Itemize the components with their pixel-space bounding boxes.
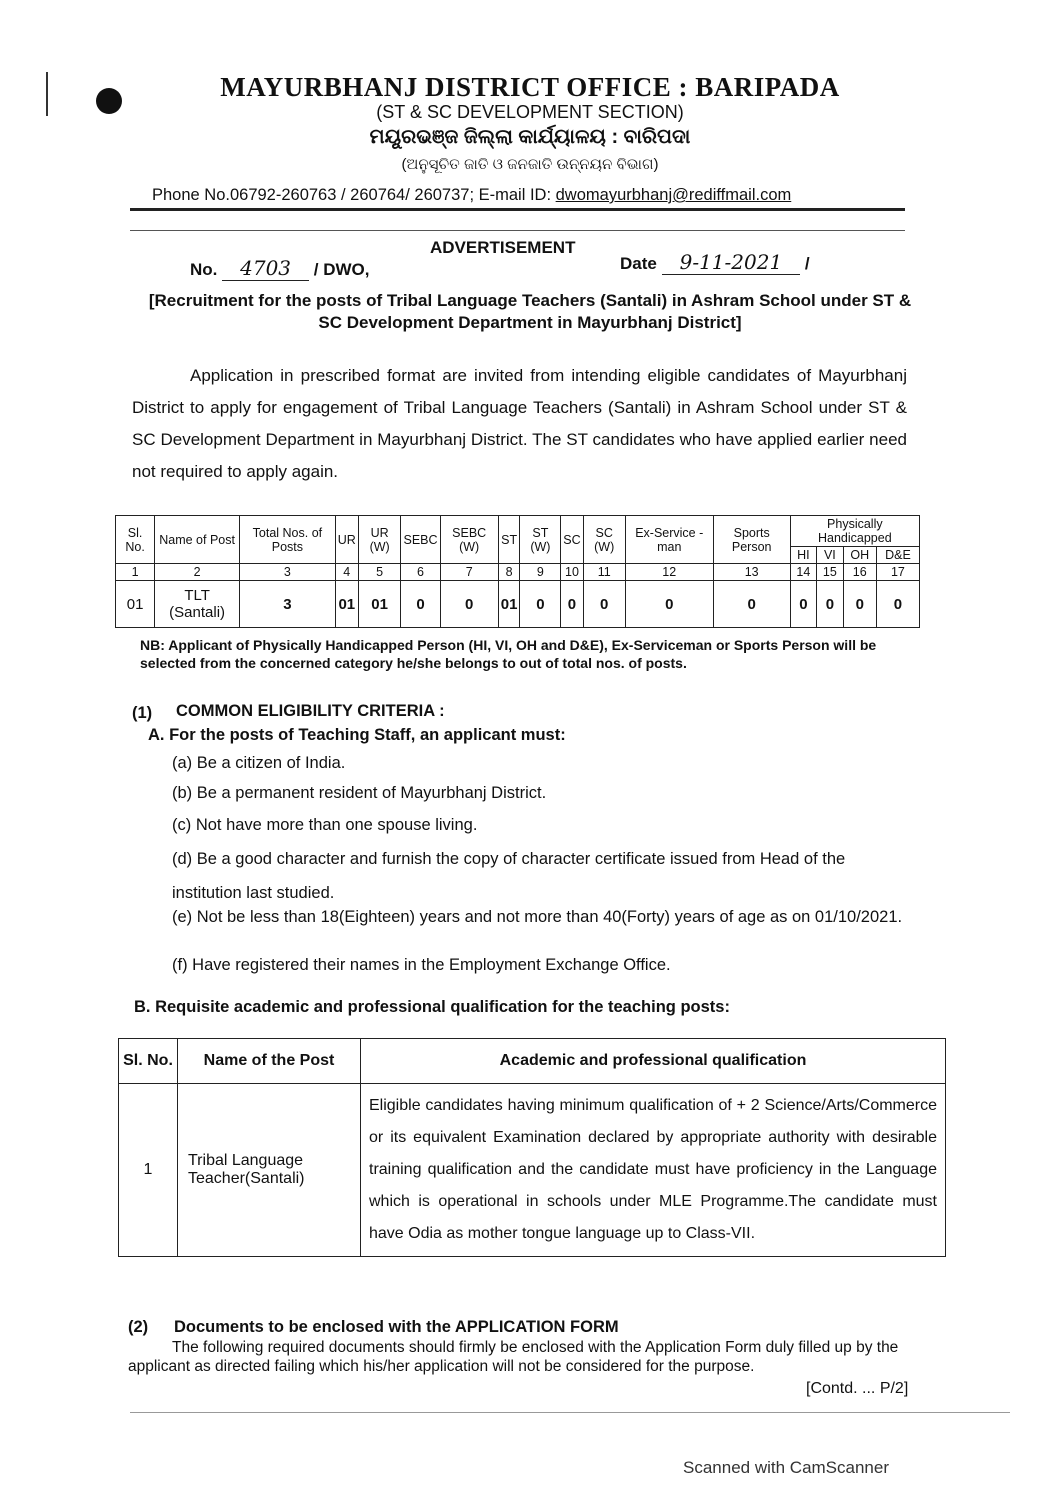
table-header: SC (W) [583, 516, 625, 564]
subject-line: [Recruitment for the posts of Tribal Language Teachers (Santali) in Ashram School under ST & SC Development Department in Mayurbhanj District] [148, 291, 912, 332]
column-number: 13 [713, 564, 790, 581]
phone-text: Phone No.06792-260763 / 260764/ 260737; E-mail ID: [152, 186, 556, 204]
criteria-item-c: (c) Not have more than one spouse living. [172, 816, 478, 834]
table-cell: 01 [498, 581, 520, 628]
footer-rule [130, 1412, 1010, 1413]
table-cell: 0 [817, 581, 843, 628]
column-number: 16 [843, 564, 876, 581]
section1-sub-b: B. Requisite academic and professional qualification for the teaching posts: [134, 998, 730, 1016]
section2-title: Documents to be enclosed with the APPLICATION FORM [174, 1318, 619, 1336]
section2-number: (2) [128, 1318, 149, 1336]
criteria-item-f: (f) Have registered their names in the Employment Exchange Office. [172, 956, 671, 974]
column-number: 11 [583, 564, 625, 581]
table-header: ST (W) [520, 516, 561, 564]
column-number: 2 [155, 564, 240, 581]
table-cell: Tribal Language Teacher(Santali) [178, 1084, 361, 1257]
table-cell: 0 [876, 581, 919, 628]
criteria-item-d: (d) Be a good character and furnish the copy of character certificate issued from Head of the institution last studied. [172, 850, 846, 902]
column-number: 10 [561, 564, 583, 581]
table-header: UR (W) [358, 516, 401, 564]
column-number: 7 [440, 564, 498, 581]
table-cell: 01 [358, 581, 401, 628]
email-link[interactable]: dwomayurbhanj@rediffmail.com [555, 186, 792, 204]
office-subtitle: (ST & SC DEVELOPMENT SECTION) [376, 102, 684, 122]
qualification-table [118, 1038, 946, 1257]
odia-title: ମୟୂରଭଞ୍ଜ ଜିଲ୍ଲା କାର୍ଯ୍ୟାଳୟ : ବାରିପଦା [369, 126, 691, 148]
office-title: MAYURBHANJ DISTRICT OFFICE : BARIPADA [220, 72, 840, 102]
criteria-item-a: (a) Be a citizen of India. [172, 754, 346, 772]
section1-number: (1) [132, 704, 153, 722]
column-number: 17 [876, 564, 919, 581]
column-number: 9 [520, 564, 561, 581]
column-number: 15 [817, 564, 843, 581]
nb-note: NB: Applicant of Physically Handicapped Person (HI, VI, OH and D&E), Ex-Serviceman or Sports Person will be selected from the concerned category he/she belongs to out of total nos. of posts. [140, 637, 877, 671]
table-header-row [119, 1039, 946, 1084]
table-header: Ex-Service -man [625, 516, 713, 564]
section2-body: The following required documents should firmly be enclosed with the Application Form duly filled up by the applicant as directed failing which his/her application will not be considered for the purpose. [128, 1339, 899, 1375]
date-label: Date [620, 254, 657, 273]
column-number: 5 [358, 564, 401, 581]
table-cell: Eligible candidates having minimum qualification of + 2 Science/Arts/Commerce or its equivalent Examination declared by appropriate authority with desirable training qualification and the candidate must have proficiency in the Language which is operational in schools under MLE Programme.The candidate must have Odia as mother tongue language up to Class-VII. [361, 1084, 946, 1257]
table-cell: 01 [116, 581, 155, 628]
table-cell: 0 [583, 581, 625, 628]
table-header: Name of Post [155, 516, 240, 564]
header-rule [130, 208, 905, 211]
advertisement-heading: ADVERTISEMENT [430, 238, 576, 257]
table-header: Total Nos. of Posts [240, 516, 336, 564]
table-cell: 0 [561, 581, 583, 628]
letter-number [190, 256, 369, 281]
column-number: 12 [625, 564, 713, 581]
table-subheader: VI [817, 547, 843, 564]
table-subheader: HI [790, 547, 816, 564]
column-number: 3 [240, 564, 336, 581]
section1-sub-a: A. For the posts of Teaching Staff, an applicant must: [148, 726, 566, 744]
table-cell: 1 [119, 1084, 178, 1257]
table-cell: 3 [240, 581, 336, 628]
date-value: 9-11-2021 [662, 250, 801, 275]
table-cell: TLT (Santali) [155, 581, 240, 628]
table-header: Sports Person [713, 516, 790, 564]
column-number: 14 [790, 564, 816, 581]
punch-hole-dot [96, 88, 122, 114]
section1-title: COMMON ELIGIBILITY CRITERIA : [176, 702, 445, 720]
table-row [119, 1084, 946, 1257]
table-subheader: OH [843, 547, 876, 564]
criteria-item-b: (b) Be a permanent resident of Mayurbhanj District. [172, 784, 547, 802]
table-header: Name of the Post [178, 1039, 361, 1084]
number-label: No. [190, 260, 218, 279]
table-header: Academic and professional qualification [361, 1039, 946, 1084]
number-suffix: / DWO, [313, 260, 370, 279]
criteria-item-e: (e) Not be less than 18(Eighteen) years and not more than 40(Forty) years of age as on 01/10/2021. [172, 908, 903, 926]
table-header: Sl. No. [116, 516, 155, 564]
table-header: UR [335, 516, 358, 564]
table-header: Sl. No. [119, 1039, 178, 1084]
posts-table [115, 515, 920, 628]
table-cell: 0 [440, 581, 498, 628]
column-number-row [116, 564, 920, 581]
column-number: 8 [498, 564, 520, 581]
table-cell: 0 [713, 581, 790, 628]
table-header: SEBC [401, 516, 440, 564]
table-cell: 0 [520, 581, 561, 628]
intro-paragraph: Application in prescribed format are invited from intending eligible candidates of Mayurbhanj District to apply for engagement of Tribal Language Teachers (Santali) in Ashram School under ST & SC Development Department in Mayurbhanj District. The ST candidates who have applied earlier need not required to apply again. [132, 366, 907, 481]
scan-mark [46, 72, 48, 116]
table-header: Physically Handicapped [790, 516, 919, 547]
table-cell: 0 [401, 581, 440, 628]
table-header: ST [498, 516, 520, 564]
table-header: SEBC (W) [440, 516, 498, 564]
table-cell: 0 [790, 581, 816, 628]
column-number: 1 [116, 564, 155, 581]
date-suffix: / [804, 254, 810, 273]
column-number: 4 [335, 564, 358, 581]
table-row [116, 581, 920, 628]
table-header-row [116, 516, 920, 547]
table-cell: 0 [625, 581, 713, 628]
contact-line [152, 186, 791, 205]
scanner-watermark: Scanned with CamScanner [683, 1458, 890, 1477]
table-header: SC [561, 516, 583, 564]
table-subheader: D&E [876, 547, 919, 564]
header-rule-thin [130, 230, 905, 231]
letter-date [620, 250, 810, 275]
odia-subtitle: (ଅନୁସୂଚିତ ଜାତି ଓ ଜନଜାତି ଉନ୍ନୟନ ବିଭାଗ) [401, 156, 659, 173]
continued-note: [Contd. ... P/2] [806, 1380, 909, 1397]
column-number: 6 [401, 564, 440, 581]
table-cell: 0 [843, 581, 876, 628]
number-value: 4703 [222, 256, 309, 281]
table-cell: 01 [335, 581, 358, 628]
